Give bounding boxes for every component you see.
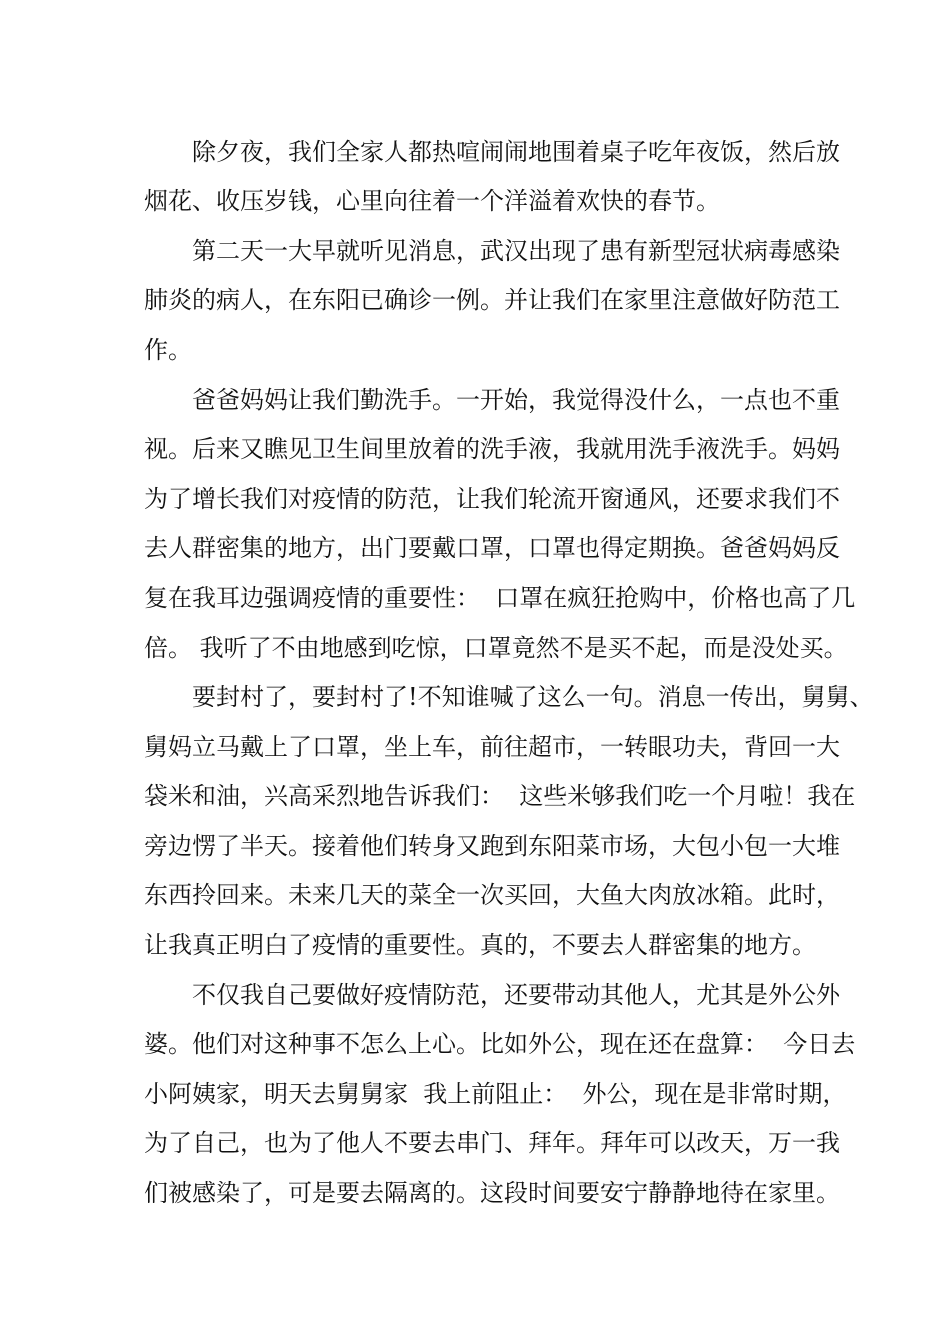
- paragraph-4-line-6: 让我真正明白了疫情的重要性。真的，不要去人群密集的地方。: [144, 931, 816, 959]
- paragraph-1-line-2: 烟花、收压岁钱，心里向往着一个洋溢着欢快的春节。: [144, 187, 720, 215]
- paragraph-5-line-2: 婆。他们对这种事不怎么上心。比如外公，现在还在盘算： 今日去: [144, 1030, 856, 1058]
- paragraph-5-line-3: 小阿姨家，明天去舅舅家 我上前阻止： 外公，现在是非常时期，: [144, 1080, 847, 1108]
- paragraph-2-line-2: 肺炎的病人，在东阳已确诊一例。并让我们在家里注意做好防范工: [144, 286, 840, 314]
- paragraph-4-line-2: 舅妈立马戴上了口罩，坐上车，前往超市，一转眼功夫，背回一大: [144, 733, 840, 761]
- paragraph-3-line-3: 为了增长我们对疫情的防范，让我们轮流开窗通风，还要求我们不: [144, 485, 840, 513]
- paragraph-1-line-1: 除夕夜，我们全家人都热喧闹闹地围着桌子吃年夜饭，然后放: [192, 138, 840, 166]
- paragraph-3-line-2: 视。后来又瞧见卫生间里放着的洗手液，我就用洗手液洗手。妈妈: [144, 435, 840, 463]
- paragraph-3-line-5: 复在我耳边强调疫情的重要性： 口罩在疯狂抢购中，价格也高了几: [144, 584, 856, 612]
- paragraph-3-line-1: 爸爸妈妈让我们勤洗手。一开始，我觉得没什么，一点也不重: [192, 386, 840, 414]
- paragraph-4-line-4: 旁边愣了半天。接着他们转身又跑到东阳菜市场，大包小包一大堆: [144, 832, 840, 860]
- paragraph-5-line-5: 们被感染了，可是要去隔离的。这段时间要安宁静静地待在家里。: [144, 1179, 840, 1207]
- paragraph-2-line-3: 作。: [144, 336, 192, 364]
- paragraph-2-line-1: 第二天一大早就听见消息，武汉出现了患有新型冠状病毒感染: [192, 237, 840, 265]
- paragraph-5-line-4: 为了自己，也为了他人不要去串门、拜年。拜年可以改天，万一我: [144, 1129, 840, 1157]
- paragraph-4-line-1: 要封村了，要封村了!不知谁喊了这么一句。消息一传出，舅舅、: [192, 683, 874, 711]
- paragraph-4-line-3: 袋米和油，兴高采烈地告诉我们： 这些米够我们吃一个月啦！我在: [144, 782, 856, 810]
- paragraph-5-line-1: 不仅我自己要做好疫情防范，还要带动其他人，尤其是外公外: [192, 981, 840, 1009]
- paragraph-4-line-5: 东西拎回来。未来几天的菜全一次买回，大鱼大肉放冰箱。此时，: [144, 881, 840, 909]
- paragraph-3-line-4: 去人群密集的地方，出门要戴口罩，口罩也得定期换。爸爸妈妈反: [144, 534, 840, 562]
- paragraph-3-line-6: 倍。 我听了不由地感到吃惊，口罩竟然不是买不起，而是没处买。: [144, 634, 848, 662]
